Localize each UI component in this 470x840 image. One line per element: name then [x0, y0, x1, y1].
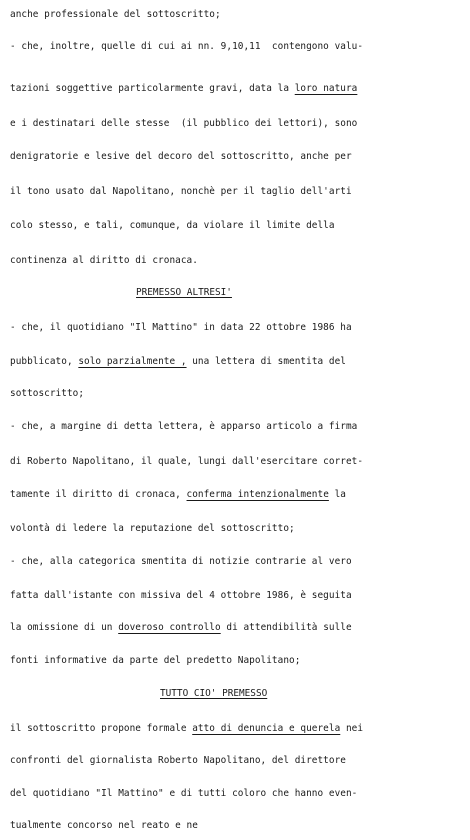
text-segment: di attendibilità sulle: [220, 622, 352, 633]
text-line: colo stesso, e tali, comunque, da violare il limite della: [10, 220, 335, 231]
underlined-phrase: loro natura: [294, 83, 358, 94]
text-line: - che, inoltre, quelle di cui ai nn. 9,10,11 contengono valu-: [10, 41, 364, 52]
text-line: - che, il quotidiano "Il Mattino" in data 22 ottobre 1986 ha: [10, 322, 352, 333]
text-line: denigratorie e lesive del decoro del sottoscritto, anche per: [10, 151, 352, 162]
text-line: sottoscritto;: [10, 388, 85, 399]
text-segment: una lettera di smentita del: [186, 356, 346, 367]
text-line: - che, a margine di detta lettera, è apparso articolo a firma: [10, 421, 358, 432]
text-line: tualmente concorso nel reato e ne: [10, 820, 198, 831]
underlined-phrase: atto di denuncia e querela: [192, 723, 341, 734]
text-line: il tono usato dal Napolitano, nonchè per il taglio dell'arti: [10, 186, 352, 197]
text-line: [10, 356, 346, 367]
section-heading: PREMESSO ALTRESI': [136, 287, 232, 298]
text-line: - che, alla categorica smentita di notizie contrarie al vero: [10, 556, 352, 567]
text-line: fatta dall'istante con missiva del 4 ottobre 1986, è seguita: [10, 590, 352, 601]
text-segment: la: [328, 489, 346, 500]
text-line: anche professionale del sottoscritto;: [10, 9, 221, 20]
text-segment: nei: [340, 723, 364, 734]
text-segment: la omissione di un: [10, 622, 119, 633]
underlined-phrase: doveroso controllo: [118, 622, 221, 633]
underlined-phrase: conferma intenzionalmente: [186, 489, 329, 500]
underlined-phrase: solo parzialmente ,: [78, 356, 187, 367]
text-line: volontà di ledere la reputazione del sottoscritto;: [10, 523, 295, 534]
text-line: [10, 723, 363, 734]
text-segment: tazioni soggettive particolarmente gravi, data la: [10, 83, 295, 94]
text-line: e i destinatari delle stesse (il pubblico dei lettori), sono: [10, 118, 358, 129]
text-segment: tamente il diritto di cronaca,: [10, 489, 187, 500]
text-line: di Roberto Napolitano, il quale, lungi dall'esercitare corret-: [10, 456, 364, 467]
text-line: [10, 622, 352, 633]
text-line: [10, 83, 357, 94]
text-segment: pubblicato,: [10, 356, 79, 367]
text-line: fonti informative da parte del predetto Napolitano;: [10, 655, 301, 666]
section-heading: TUTTO CIO' PREMESSO: [160, 688, 268, 699]
text-line: del quotidiano "Il Mattino" e di tutti coloro che hanno even-: [10, 788, 358, 799]
text-segment: il sottoscritto propone formale: [10, 723, 193, 734]
text-line: confronti del giornalista Roberto Napolitano, del direttore: [10, 755, 346, 766]
text-line: continenza al diritto di cronaca.: [10, 255, 198, 266]
text-line: [10, 489, 346, 500]
